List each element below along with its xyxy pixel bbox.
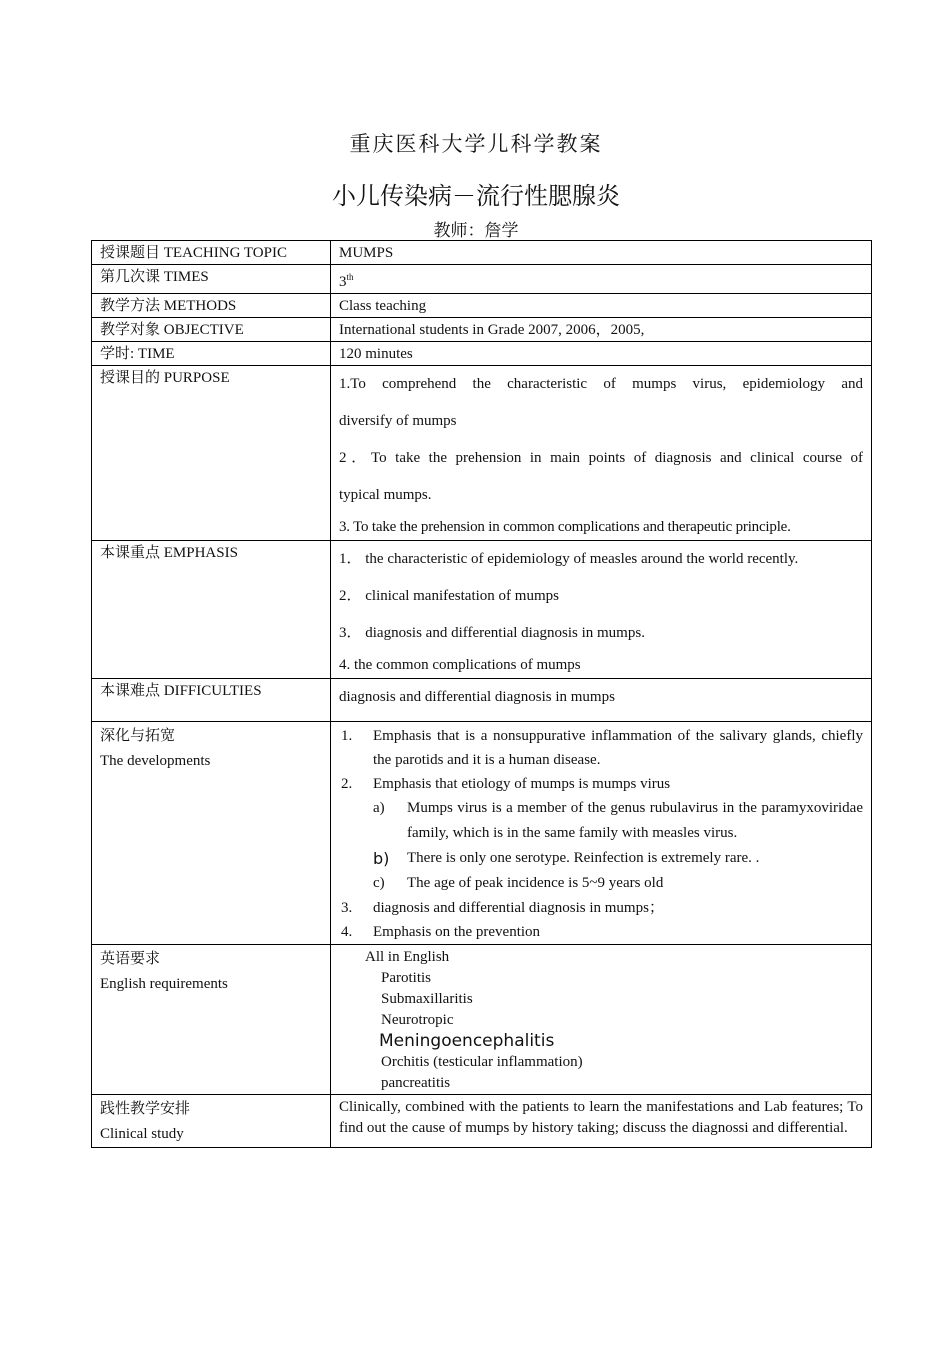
developments-label-cn: 深化与拓宽	[100, 728, 176, 744]
methods-label: 教学方法 METHODS	[92, 294, 331, 318]
times-label: 第几次课 TIMES	[92, 265, 331, 294]
sublist-item	[339, 871, 863, 896]
list-number: 2.	[341, 776, 353, 792]
objective-label: 教学对象 OBJECTIVE	[92, 318, 331, 342]
purpose-value	[331, 366, 872, 541]
purpose-line-2a: 2．To take the prehension in main points of diagnosis and clinical course of	[339, 450, 863, 466]
clinical-label	[92, 1095, 331, 1148]
row-purpose	[92, 366, 872, 541]
row-emphasis	[92, 541, 872, 679]
list-text: diagnosis and differential diagnosis in mumps；	[373, 900, 664, 916]
english-label-cn: 英语要求	[100, 951, 161, 967]
developments-label-en: The developments	[100, 753, 211, 769]
row-objective	[92, 318, 872, 342]
topic-value: MUMPS	[331, 241, 872, 265]
lesson-plan-table	[91, 240, 872, 1148]
row-time	[92, 342, 872, 366]
clinical-label-cn: 践性教学安排	[100, 1101, 191, 1117]
list-item	[339, 724, 863, 772]
list-number: 4.	[341, 924, 353, 940]
list-item	[339, 896, 863, 920]
document-subtitle: 小儿传染病－流行性腮腺炎	[332, 182, 620, 210]
purpose-line-2b: typical mumps.	[339, 487, 432, 503]
list-number: 1.	[341, 728, 353, 744]
row-english	[92, 945, 872, 1095]
objective-value: International students in Grade 2007, 2006，2005,	[331, 318, 872, 342]
emphasis-value	[331, 541, 872, 679]
time-label: 学时: TIME	[92, 342, 331, 366]
list-item	[339, 772, 863, 796]
sublist-letter: b)	[373, 849, 390, 868]
teacher-name: 教师：詹学	[433, 221, 519, 241]
emphasis-item: 1． the characteristic of epidemiology of measles around the world recently.	[339, 551, 799, 567]
times-value	[331, 265, 872, 294]
methods-value: Class teaching	[331, 294, 872, 318]
sublist-text: Mumps virus is a member of the genus rubulavirus in the paramyxoviridae family, which is in the same family with measles virus.	[407, 800, 863, 841]
english-term: Meningoencephalitis	[379, 1031, 555, 1051]
purpose-line-3: 3. To take the prehension in common complications and therapeutic principle.	[339, 519, 791, 535]
row-topic	[92, 241, 872, 265]
list-text: Emphasis that is a nonsuppurative inflammation of the salivary glands, chiefly the parotids and it is a human disease.	[373, 728, 863, 768]
english-term: pancreatitis	[381, 1075, 451, 1091]
list-item	[339, 920, 863, 944]
english-term: Orchitis (testicular inflammation)	[381, 1054, 583, 1070]
topic-label: 授课题目 TEACHING TOPIC	[92, 241, 331, 265]
sublist-item	[339, 796, 863, 846]
developments-value	[331, 722, 872, 945]
english-term: Parotitis	[381, 970, 432, 986]
purpose-label: 授课目的 PURPOSE	[92, 366, 331, 541]
emphasis-item: 4. the common complications of mumps	[339, 657, 581, 673]
list-number: 3.	[341, 900, 353, 916]
purpose-line-1b: diversify of mumps	[339, 413, 457, 429]
developments-label	[92, 722, 331, 945]
english-intro: All in English	[365, 949, 450, 965]
difficulties-value: diagnosis and differential diagnosis in mumps	[331, 679, 872, 722]
english-value	[331, 945, 872, 1095]
sublist-letter: a)	[373, 800, 385, 816]
difficulties-label: 本课难点 DIFFICULTIES	[92, 679, 331, 722]
list-text: Emphasis on the prevention	[373, 924, 541, 940]
row-times	[92, 265, 872, 294]
english-term: Submaxillaritis	[381, 991, 473, 1007]
emphasis-item: 3． diagnosis and differential diagnosis in mumps.	[339, 625, 645, 641]
times-suffix: th	[346, 272, 354, 282]
emphasis-item: 2． clinical manifestation of mumps	[339, 588, 559, 604]
developments-list-continued	[339, 896, 863, 944]
row-developments	[92, 722, 872, 945]
document-title: 重庆医科大学儿科学教案	[349, 132, 603, 156]
sublist-letter: c)	[373, 875, 385, 891]
purpose-line-1a: 1.To comprehend the characteristic of mumps virus, epidemiology and	[339, 376, 863, 392]
sublist-text: There is only one serotype. Reinfection is extremely rare. .	[407, 850, 760, 866]
row-difficulties	[92, 679, 872, 722]
time-value: 120 minutes	[331, 342, 872, 366]
clinical-value: Clinically, combined with the patients to learn the manifestations and Lab features; To find out the cause of mumps by history taking; discuss the diagnossi and differential.	[331, 1095, 872, 1148]
clinical-label-en: Clinical study	[100, 1126, 184, 1142]
developments-list	[339, 724, 863, 796]
developments-sublist	[339, 796, 863, 896]
emphasis-label: 本课重点 EMPHASIS	[92, 541, 331, 679]
row-methods	[92, 294, 872, 318]
list-text: Emphasis that etiology of mumps is mumps virus	[373, 776, 671, 792]
english-term: Neurotropic	[381, 1012, 454, 1028]
row-clinical	[92, 1095, 872, 1148]
sublist-text: The age of peak incidence is 5~9 years old	[407, 875, 664, 891]
times-number: 3	[339, 274, 347, 290]
english-label	[92, 945, 331, 1095]
sublist-item	[339, 846, 863, 871]
english-label-en: English requirements	[100, 976, 228, 992]
